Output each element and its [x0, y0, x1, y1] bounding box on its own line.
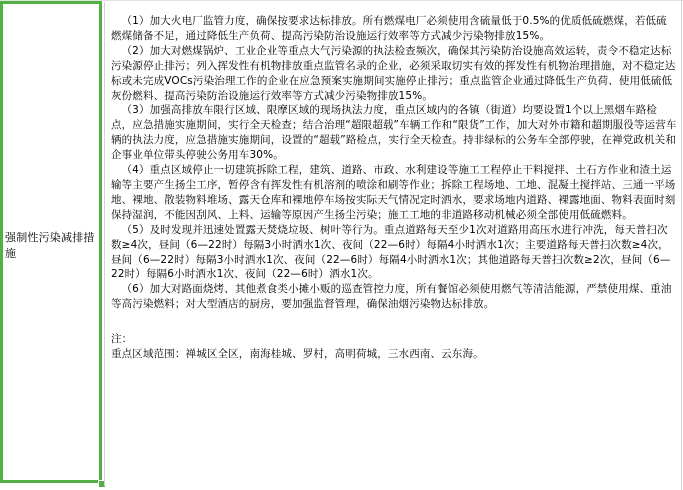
grid-line-right	[681, 0, 682, 490]
measure-item: （2）加大对燃煤锅炉、工业企业等重点大气污染源的执法检查频次，确保其污染防治设施高效运转，责令不稳定达标污染源停止排污；列入挥发性有机物排放重点监管名录的企业，必须采取切实有效的挥发性有机物治理措施，对不稳定达标或未完成VOCs污染治理工作的企业在应急预案实施期间实施停止排污；重点监管企业通过降低生产负荷、使用低硫低灰份燃料、提高污染防治设施运行效率等方式减少污染物排放15%。	[111, 44, 676, 102]
grid-line-top	[0, 0, 683, 1]
measure-item: （1）加大火电厂监管力度，确保按要求达标排放。所有燃煤电厂必须使用含硫量低于0.5%的优质低硫燃煤，若低硫燃煤储备不足，通过降低生产负荷、提高污染防治设施运行效率等方式减少污染物排放15%。	[111, 15, 667, 42]
note-text: 重点区域范围：禅城区全区，南海桂城、罗村，高明荷城，三水西南、云东海。	[111, 348, 484, 361]
measure-item: （5）及时发现并迅速处置露天焚烧垃圾、树叶等行为。重点道路每天至少1次对道路用高压水进行冲洗，每天普扫次数≥4次，昼间（6—22时）每隔3小时洒水1次、夜间（22—6时）每隔4小时洒水1次；主要道路每天普扫次数≥4次，昼间（6—22时）每隔3小时洒水1次、夜间（22—6时）每隔4小时洒水1次；其他道路每天普扫次数≥2次，昼间（6—22时）每隔6小时洒水1次、夜间（22—6时）洒水1次。	[111, 223, 671, 281]
measure-category-label: 强制性污染减排措施	[5, 231, 95, 260]
measure-item: （3）加强高排放车限行区域、限摩区域的现场执法力度，重点区域内的各镇（街道）均要设置1个以上黑烟车路检点，应急措施实施期间，实行全天检查；结合治理“超限超载”车辆工作和“限货”工作，加大对外市籍和超期服役等运营车辆的执法力度，应急措施实施期间，设置的“超载”路检点，实行全天检查。持非绿标的公务车全部停驶，在禅党政机关和企事业单位带头停驶公务用车30%。	[111, 104, 677, 162]
measure-item: （4）重点区域停止一切建筑拆除工程，建筑、道路、市政、水利建设等施工工程停止干料搅拌、土石方作业和渣土运输等主要产生扬尘工序，暂停含有挥发性有机溶剂的喷涂和刷等作业；拆除工程场地、工地、混凝土搅拌站、三通一平场地、裸地、散装物料堆场、露天仓库和裸地停车场按实际天气情况定时洒水，要求场地内道路、裸露地面、物料表面时刻保持湿润，不能因刮风、上料、运输等原因产生扬尘污染；施工工地的非道路移动机械必须全部使用低硫燃料。	[111, 164, 676, 221]
blank-line	[111, 312, 677, 332]
note-label: 注：	[111, 333, 133, 346]
measure-item: （6）加大对路面烧烤、其他煮食类小摊小贩的巡查管控力度，所有餐馆必须使用燃气等清洁能源，严禁使用煤、重油等高污染燃料；对大型酒店的厨房，要加强监督管理，确保油烟污染物达标排放。	[111, 283, 672, 311]
measures-content	[111, 14, 677, 362]
